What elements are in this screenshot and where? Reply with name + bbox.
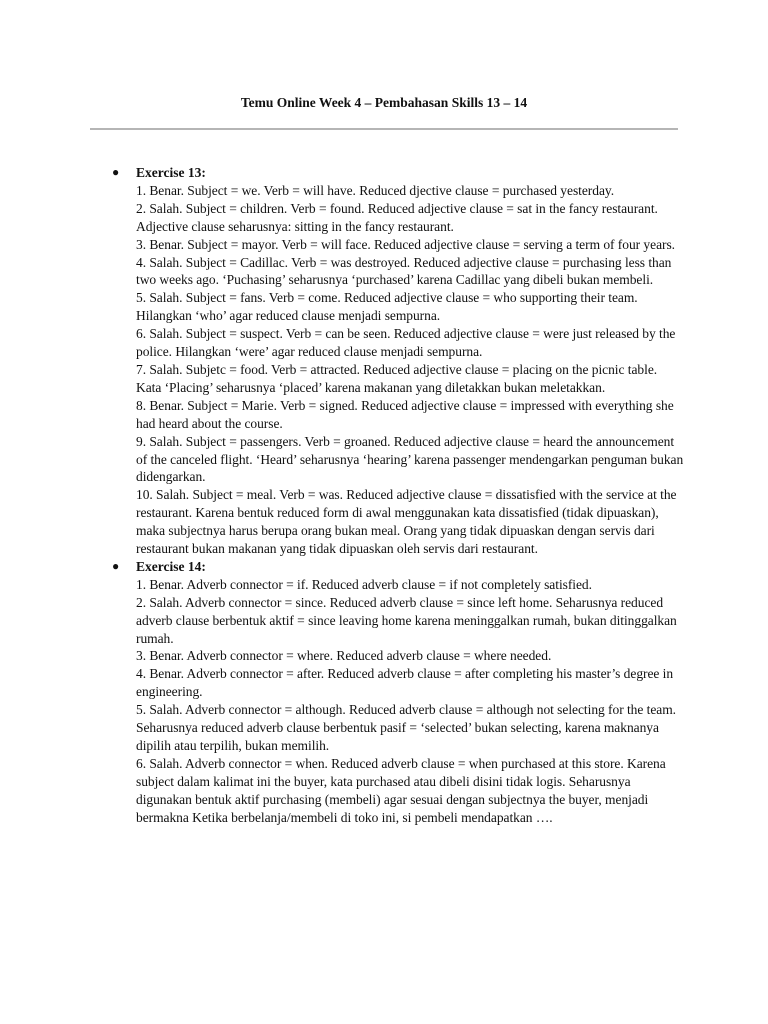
list-item: 1. Benar. Adverb connector = if. Reduced adverb clause = if not completely satisfied. <box>136 576 592 592</box>
section-heading: Exercise 13: <box>136 165 206 180</box>
list-item: 10. Salah. Subject = meal. Verb = was. Reduced adjective clause = dissatisfied with the service at the restaurant. Karena bentuk reduced form di awal menggunakan kata dissatisfied (tidak dipuaskan), maka subjectnya harus berupa orang bukan meal. Orang yang tidak dipuaskan dengan servis dari restaurant bukan makanan yang tidak dipuaskan oleh servis dari restaurant. <box>136 487 677 557</box>
list-item: 4. Salah. Subject = Cadillac. Verb = was destroyed. Reduced adjective clause = purchasing less than two weeks ago. ‘Puchasing’ seharusnya ‘purchased’ karena Cadillac yang dibeli bukan membeli. <box>136 254 672 288</box>
title-divider <box>90 128 678 130</box>
list-item: 4. Benar. Adverb connector = after. Reduced adverb clause = after completing his master’s degree in engineering. <box>136 666 674 700</box>
list-item: 3. Benar. Adverb connector = where. Reduced adverb clause = where needed. <box>136 648 552 664</box>
section-heading: Exercise 14: <box>136 558 206 574</box>
list-item: 5. Salah. Subject = fans. Verb = come. Reduced adjective clause = who supporting their team. Hilangkan ‘who’ agar reduced clause menjadi sempurna. <box>136 290 638 324</box>
list-item: 6. Salah. Subject = suspect. Verb = can be seen. Reduced adjective clause = were just released by the police. Hilangkan ‘were’ agar reduced clause menjadi sempurna. <box>136 326 676 360</box>
list-item: 7. Salah. Subjetc = food. Verb = attracted. Reduced adjective clause = placing on the picnic table. Kata ‘Placing’ seharusnya ‘placed’ karena makanan yang diletakkan bukan meletakkan. <box>136 361 658 395</box>
document-body <box>109 164 684 827</box>
list-item: 8. Benar. Subject = Marie. Verb = signed. Reduced adjective clause = impressed with everything she had heard about the course. <box>136 397 674 431</box>
list-item: 6. Salah. Adverb connector = when. Reduced adverb clause = when purchased at this store. Karena subject dalam kalimat ini the buyer, kata purchased atau dibeli disini tidak logis. Seharusnya digunakan bentuk aktif purchasing (membeli) agar sesuai dengan subjectnya the buyer, menjadi bermakna Ketika berbelanja/membeli di toko ini, si pembeli mendapatkan …. <box>136 755 666 825</box>
list-item: 2. Salah. Adverb connector = since. Reduced adverb clause = since left home. Seharusnya reduced adverb clause berbentuk aktif = since leaving home karena meninggalkan rumah, bukan ditinggalkan rumah. <box>136 594 677 646</box>
list-item: 9. Salah. Subject = passengers. Verb = groaned. Reduced adjective clause = heard the announcement of the canceled flight. ‘Heard’ seharusnya ‘hearing’ karena passenger mendengarkan penguman bukan didengarkan. <box>136 433 684 485</box>
page-title: Temu Online Week 4 – Pembahasan Skills 13 – 14 <box>240 95 528 110</box>
exercise-13-section <box>109 164 684 558</box>
bullet-icon: ● <box>112 558 120 573</box>
exercise-14-section <box>109 558 684 827</box>
list-item: 1. Benar. Subject = we. Verb = will have. Reduced djective clause = purchased yesterday. <box>136 182 615 198</box>
list-item: 2. Salah. Subject = children. Verb = found. Reduced adjective clause = sat in the fancy restaurant. Adjective clause seharusnya: sitting in the fancy restaurant. <box>136 200 658 234</box>
list-item: 3. Benar. Subject = mayor. Verb = will face. Reduced adjective clause = serving a term of four years. <box>136 236 675 252</box>
bullet-icon: ● <box>112 165 120 179</box>
list-item: 5. Salah. Adverb connector = although. Reduced adverb clause = although not selecting for the team. Seharusnya reduced adverb clause berbentuk pasif = ‘selected’ bukan selecting, karena maknanya dipilih atau terpilih, bukan memilih. <box>136 702 676 753</box>
